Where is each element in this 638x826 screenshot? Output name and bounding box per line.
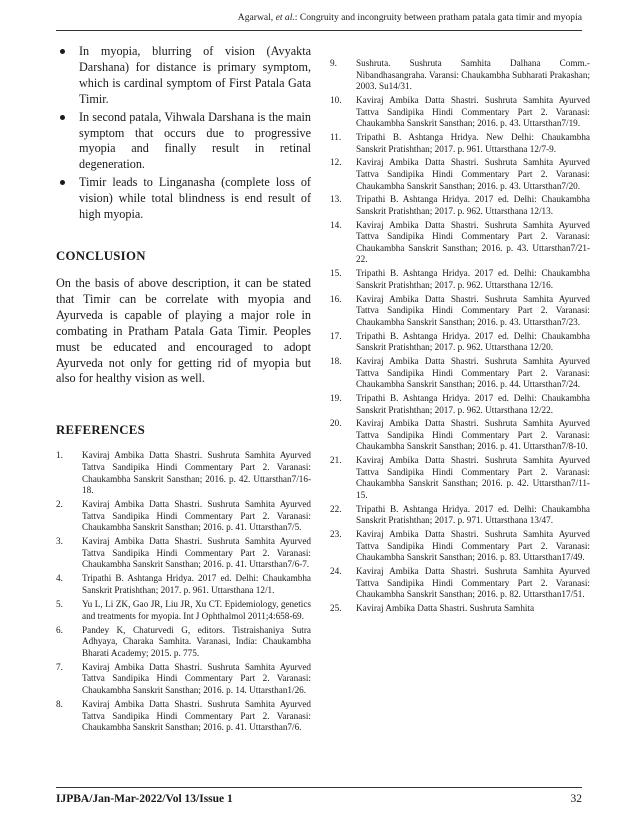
reference-item xyxy=(56,662,311,697)
reference-list-right xyxy=(330,58,590,615)
bullet-text: In second patala, Vihwala Darshana is the main symptom that occurs due to progressive myopia and finally result in retinal degeneration. xyxy=(79,109,311,172)
conclusion-paragraph: On the basis of above description, it can be stated that Timir can be correlate with myopia and Ayurveda is capable of playing a major role in combating in Pratham Patala Gata Timir. Peoples must be educated and encouraged to adopt Ayurveda not only for getting rid of myopia but also for healthy vision as well. xyxy=(56,275,311,386)
reference-text: Sushruta. Sushruta Samhita Dalhana Comm.-Nibandhasangraha. Varansi: Chaukambha Subharati Prakashan; 2003. Su14/31. xyxy=(356,58,590,92)
reference-text: Kaviraj Ambika Datta Shastri. Sushruta Samhita xyxy=(356,603,535,614)
reference-item xyxy=(330,504,590,527)
reference-text: Tripathi B. Ashtanga Hridya. 2017 ed. Delhi: Chaukambha Sanskrit Pratishthan; 2017. p. 962. Uttarsthana 12/13. xyxy=(356,194,590,216)
reference-item xyxy=(330,157,590,192)
reference-item xyxy=(330,294,590,329)
reference-text: Kaviraj Ambika Datta Shastri. Sushruta Samhita Ayurved Tattva Sandipika Hindi Commentary Part 2. Varanasi: Chaukambha Sanskrit Sansthan; 2016. p. 43. Uttarsthan7/20. xyxy=(356,157,590,191)
reference-number: 15. xyxy=(330,268,342,279)
reference-number: 16. xyxy=(330,293,342,304)
reference-item xyxy=(56,625,311,660)
reference-number: 5. xyxy=(56,599,63,609)
reference-number: 25. xyxy=(330,603,342,614)
reference-text: Kaviraj Ambika Datta Shastri. Sushruta Samhita Ayurved Tattva Sandipika Hindi Commentary Part 2. Varanasi: Chaukambha Sanskrit Sansthan; 2016. p. 44. Uttarsthan7/24. xyxy=(356,355,590,390)
reference-number: 23. xyxy=(330,529,342,540)
reference-item xyxy=(330,132,590,155)
reference-text: Kaviraj Ambika Datta Shastri. Sushruta Samhita Ayurved Tattva Sandipika Hindi Commentary Part 2. Varanasi: Chaukambha Sanskrit Sansthan; 2016. p. 82. Uttarsthan17/51. xyxy=(356,566,590,600)
reference-number: 12. xyxy=(330,157,342,168)
reference-number: 3. xyxy=(56,536,63,547)
reference-item xyxy=(330,529,590,564)
footer-journal: IJPBA/Jan-Mar-2022/Vol 13/Issue 1 xyxy=(56,793,233,805)
reference-text: Kaviraj Ambika Datta Shastri. Sushruta Samhita Ayurved Tattva Sandipika Hindi Commentary Part 2. Varanasi: Chaukambha Sanskrit Sansthan; 2016. p. 14. Uttarsthan1/26. xyxy=(82,661,311,695)
reference-number: 21. xyxy=(330,455,342,466)
reference-text: Pandey K, Chaturvedi G, editors. Tistraishaniya Sutra Adhyaya, Charaka Samhita. Varanasi, India: Chaukambha Bharati Academy; 2015. p. 775. xyxy=(82,624,311,658)
reference-item xyxy=(56,699,311,734)
bullet-text: Timir leads to Linganasha (complete loss of vision) while total blindness is end result of high myopia. xyxy=(79,175,311,222)
reference-text: Kaviraj Ambika Datta Shastri. Sushruta Samhita Ayurved Tattva Sandipika Hindi Commentary Part 2. Varanasi: Chaukambha Sanskrit Sansthan; 2016. p. 83. Uttarsthan17/49. xyxy=(356,529,590,563)
reference-number: 19. xyxy=(330,392,342,403)
reference-text: Yu L, Li ZK, Gao JR, Liu JR, Xu CT. Epidemiology, genetics and treatments for myopia. Int J Ophthalmol 2011;4:658-69. xyxy=(82,599,311,621)
left-column xyxy=(56,44,311,736)
reference-item xyxy=(330,393,590,416)
bullet-list xyxy=(56,44,311,223)
reference-number: 8. xyxy=(56,698,63,709)
reference-text: Tripathi B. Ashtanga Hridya. New Delhi: Chaukambha Sanskrit Pratishthan; 2017. p. 961. Uttarsthana 12/7-9. xyxy=(356,131,590,154)
reference-text: Kaviraj Ambika Datta Shastri. Sushruta Samhita Ayurved Tattva Sandipika Hindi Commentary Part 2. Varanasi: Chaukambha Sanskrit Sansthan; 2016. p. 42. Uttarsthan7/11-15. xyxy=(356,455,590,501)
reference-item xyxy=(330,95,590,130)
reference-number: 17. xyxy=(330,330,342,341)
bullet-item xyxy=(56,175,311,223)
reference-item xyxy=(330,331,590,354)
reference-item xyxy=(330,603,590,615)
reference-item xyxy=(330,194,590,217)
reference-text: Tripathi B. Ashtanga Hridya. 2017 ed. Delhi: Chaukambha Sanskrit Pratishthan; 2017. p. 962. Uttarsthana 12/16. xyxy=(356,268,590,290)
reference-number: 2. xyxy=(56,499,63,510)
bullet-icon xyxy=(60,49,65,54)
reference-item xyxy=(330,455,590,501)
bullet-item xyxy=(56,44,311,108)
reference-item xyxy=(56,599,311,622)
reference-number: 4. xyxy=(56,573,63,584)
reference-number: 7. xyxy=(56,661,63,672)
reference-number: 18. xyxy=(330,355,342,366)
reference-text: Kaviraj Ambika Datta Shastri. Sushruta Samhita Ayurved Tattva Sandipika Hindi Commentary Part 2. Varanasi: Chaukambha Sanskrit Sansthan; 2016. p. 41. Uttarsthan7/6-7. xyxy=(82,536,311,570)
reference-item xyxy=(330,418,590,453)
reference-text: Kaviraj Ambika Datta Shastri. Sushruta Samhita Ayurved Tattva Sandipika Hindi Commentary Part 2. Varanasi: Chaukambha Sanskrit Sansthan; 2016. p. 43. Uttarsthan7/19. xyxy=(356,94,590,129)
bullet-icon xyxy=(60,180,65,185)
reference-item xyxy=(330,58,590,93)
reference-list-left xyxy=(56,450,311,733)
running-header xyxy=(56,12,582,31)
reference-item xyxy=(330,220,590,266)
reference-number: 9. xyxy=(330,58,337,68)
reference-item xyxy=(56,499,311,534)
reference-number: 11. xyxy=(330,131,342,142)
reference-item xyxy=(330,356,590,391)
page-footer xyxy=(56,787,582,807)
reference-number: 14. xyxy=(330,219,342,230)
header-authors: Agarwal, xyxy=(237,12,276,23)
reference-item xyxy=(56,573,311,596)
page-number: 32 xyxy=(570,793,582,805)
reference-text: Kaviraj Ambika Datta Shastri. Sushruta Samhita Ayurved Tattva Sandipika Hindi Commentary Part 2. Varanasi: Chaukambha Sanskrit Sansthan; 2016. p. 41. Uttarsthan7/6. xyxy=(82,698,311,733)
reference-number: 13. xyxy=(330,194,342,205)
references-heading: REFERENCES xyxy=(56,423,146,438)
reference-text: Kaviraj Ambika Datta Shastri. Sushruta Samhita Ayurved Tattva Sandipika Hindi Commentary Part 2. Varanasi: Chaukambha Sanskrit Sansthan; 2016. p. 42. Uttarsthan7/16-18. xyxy=(82,450,311,496)
reference-text: Kaviraj Ambika Datta Shastri. Sushruta Samhita Ayurved Tattva Sandipika Hindi Commentary Part 2. Varanasi: Chaukambha Sanskrit Sansthan; 2016. p. 43. Uttarsthan7/21-22. xyxy=(356,219,590,265)
reference-text: Tripathi B. Ashtanga Hridya. 2017 ed. Delhi: Chaukambha Sanskrit Pratishthan; 2017. p. 961. Uttarsthana 12/1. xyxy=(82,573,311,596)
header-etal: et al. xyxy=(275,12,295,23)
reference-number: 24. xyxy=(330,566,342,577)
reference-item xyxy=(56,450,311,496)
bullet-text: In myopia, blurring of vision (Avyakta Darshana) for distance is primary symptom, which is cardinal symptom of First Patala Gata Timir. xyxy=(79,44,311,106)
reference-number: 6. xyxy=(56,624,63,635)
right-column xyxy=(330,58,590,617)
reference-number: 1. xyxy=(56,450,63,461)
reference-item xyxy=(330,268,590,291)
reference-item xyxy=(56,536,311,571)
reference-text: Tripathi B. Ashtanga Hridya. 2017 ed. Delhi: Chaukambha Sanskrit Pratishthan; 2017. p. 971. Uttarsthana 13/47. xyxy=(356,503,590,526)
bullet-icon xyxy=(60,115,65,120)
reference-text: Tripathi B. Ashtanga Hridya. 2017 ed. Delhi: Chaukambha Sanskrit Pratishthan; 2017. p. 962. Uttarsthana 12/20. xyxy=(356,330,590,353)
reference-number: 22. xyxy=(330,503,342,514)
reference-number: 20. xyxy=(330,418,342,429)
reference-item xyxy=(330,566,590,601)
header-title: : Congruity and incongruity between pratham patala gata timir and myopia xyxy=(294,12,582,23)
body-columns xyxy=(56,44,590,782)
reference-number: 10. xyxy=(330,94,342,105)
bullet-item xyxy=(56,110,311,174)
conclusion-heading: CONCLUSION xyxy=(56,248,146,263)
reference-text: Kaviraj Ambika Datta Shastri. Sushruta Samhita Ayurved Tattva Sandipika Hindi Commentary Part 2. Varanasi: Chaukambha Sanskrit Sansthan; 2016. p. 41. Uttarsthan7/5. xyxy=(82,499,311,533)
reference-text: Tripathi B. Ashtanga Hridya. 2017 ed. Delhi: Chaukambha Sanskrit Pratishthan; 2017. p. 962. Uttarsthana 12/22. xyxy=(356,392,590,415)
reference-text: Kaviraj Ambika Datta Shastri. Sushruta Samhita Ayurved Tattva Sandipika Hindi Commentary Part 2. Varanasi: Chaukambha Sanskrit Sansthan; 2016. p. 43. Uttarsthan7/23. xyxy=(356,293,590,327)
reference-text: Kaviraj Ambika Datta Shastri. Sushruta Samhita Ayurved Tattva Sandipika Hindi Commentary Part 2. Varanasi: Chaukambha Sanskrit Sansthan; 2016. p. 41. Uttarsthan7/8-10. xyxy=(356,418,590,452)
